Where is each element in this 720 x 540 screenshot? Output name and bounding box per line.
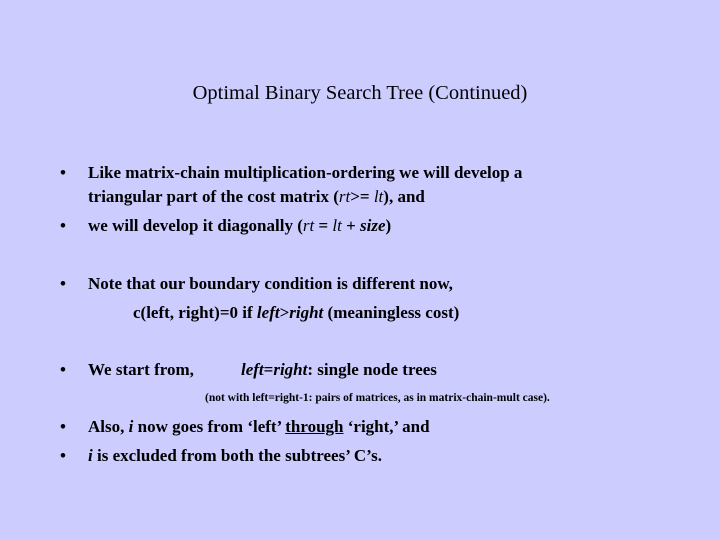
slide-title: Optimal Binary Search Tree (Continued): [192, 82, 528, 104]
bullet-dot: •: [60, 163, 66, 182]
bullet-dot: •: [60, 274, 66, 293]
bullet-4-text: left=right: single node trees: [241, 360, 437, 379]
bullet-dot: •: [60, 417, 66, 436]
bullet-3-line-2: c(left, right)=0 if left>right (meaningless cost): [133, 303, 460, 322]
bullet-dot: •: [60, 446, 66, 465]
bullet-2: we will develop it diagonally (rt = lt + size): [88, 216, 392, 235]
bullet-3-line-1: Note that our boundary condition is different now,: [88, 274, 453, 293]
note-text: (not with left=right-1: pairs of matrices, as in matrix-chain-mult case).: [205, 392, 550, 404]
bullet-dot: •: [60, 360, 66, 379]
bullet-6: i is excluded from both the subtrees’ C’s.: [88, 446, 383, 465]
bullet-4-label: We start from,: [88, 360, 194, 379]
bullet-1-line-1: Like matrix-chain multiplication-ordering we will develop a: [88, 163, 523, 182]
bullet-dot: •: [60, 216, 66, 235]
bullet-5: Also, i now goes from ‘left’ through ‘right,’ and: [88, 417, 430, 436]
bullet-1-line-2: triangular part of the cost matrix (rt>= lt), and: [88, 187, 425, 206]
